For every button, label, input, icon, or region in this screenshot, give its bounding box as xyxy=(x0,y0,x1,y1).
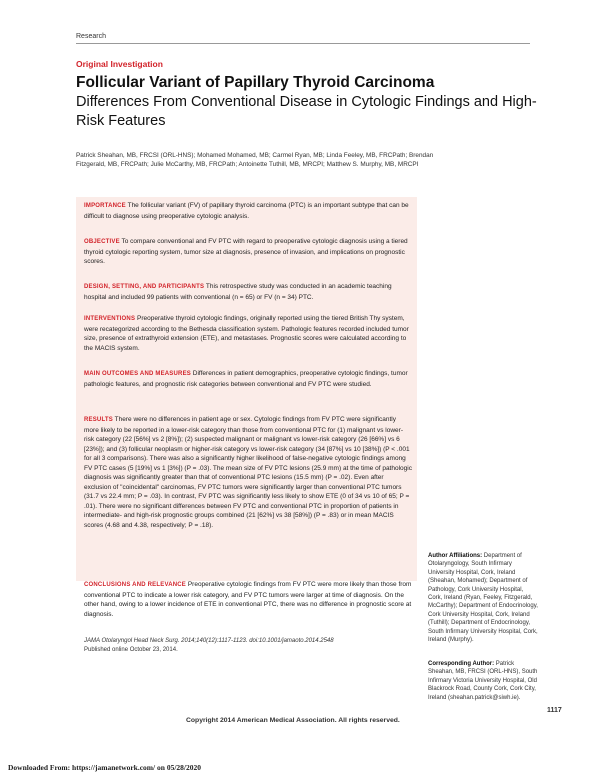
header-rule xyxy=(76,43,530,44)
affiliations-label: Author Affiliations: xyxy=(428,553,483,559)
article-subtitle: Differences From Conventional Disease in Cytologic Findings and High-Risk Features xyxy=(76,94,537,129)
abstract-heading: IMPORTANCE xyxy=(84,203,126,209)
abstract-outcomes xyxy=(84,369,412,389)
abstract-text: Preoperative thyroid cytologic findings, originally reported using the tiered British Thy system, were recategorized according to the Bethesda classification system. Pathologic features recorded included tumor size, presence of extrathyroid extension (ETE), and metastases. Prognostic scores were calculated according to the MACIS system. xyxy=(84,315,409,352)
download-notice: Downloaded From: https://jamanetwork.com/ on 05/28/2020 xyxy=(8,763,201,772)
abstract-text: This retrospective study was conducted in an academic teaching hospital and included 99 patients with conventional (n = 65) or FV (n = 34) PTC. xyxy=(84,283,392,301)
section-label: Research xyxy=(76,33,106,40)
abstract-design xyxy=(84,282,412,302)
corresponding-author xyxy=(428,660,538,702)
affiliations-text: Department of Otolaryngology, South Infirmary University Hospital, Cork, Ireland (Sheahan, Mohamed); Department of Pathology, Cork University Hospital, Cork, Ireland (Ryan, Feeley, Fitzgerald, McCarthy); Department of Endocrinology, Cork University Hospital, Cork, Ireland (Tuthill); Department of Endocrinology, South Infirmary University Hospital, Cork, Ireland (Murphy). xyxy=(428,553,538,644)
citation-line: JAMA Otolaryngol Head Neck Surg. 2014;140(12):1117-1123. doi:10.1001/jamaoto.2014.2548 xyxy=(84,638,334,644)
abstract-text: Differences in patient demographics, preoperative cytologic findings, tumor pathologic features, and prognostic risk categories between conventional and FV PTC were studied. xyxy=(84,370,408,388)
abstract-conclusions xyxy=(84,580,412,619)
abstract-interventions xyxy=(84,314,412,353)
abstract-heading: CONCLUSIONS AND RELEVANCE xyxy=(84,582,187,588)
article-title: Follicular Variant of Papillary Thyroid Carcinoma xyxy=(76,74,435,91)
abstract-heading: RESULTS xyxy=(84,417,113,423)
abstract-heading: DESIGN, SETTING, AND PARTICIPANTS xyxy=(84,284,205,290)
abstract-heading: MAIN OUTCOMES AND MEASURES xyxy=(84,371,191,377)
published-date: Published online October 23, 2014. xyxy=(84,646,178,653)
abstract-text: The follicular variant (FV) of papillary thyroid carcinoma (PTC) is an important subtype that can be difficult to diagnose using preoperative cytologic analysis. xyxy=(84,202,409,220)
abstract-text: To compare conventional and FV PTC with regard to preoperative cytologic diagnosis using a tiered thyroid cytologic reporting system, tumor size at diagnosis, presence of invasion, and implications on prognostic scores. xyxy=(84,238,408,265)
abstract-text: There were no differences in patient age or sex. Cytologic findings from FV PTC were significantly more likely to be reported in a lower-risk category than those from conventional PTC for (1) malignant vs lower-risk category (22 [56%] vs 2 [8%]); (2) suspected malignant or malignant vs lower-risk category (26 [66%] vs 6 [23%]); and (3) follicular neoplasm or higher-risk category vs lower-risk category (34 [87%] vs 10 [38%]) (P < .001 for all 3 comparisons). There was also a significantly higher likelihood of false-negative cytologic findings among FV PTC cases (5 [19%] vs 1 [3%]) (P = .03). The mean size of FV PTC lesions (25.9 mm) at the time of pathologic diagnosis was significantly greater than that of conventional PTC lesions (15.5 mm) (P = .02). Even after exclusion of "coincidental" carcinomas, FV PTC tumors were significantly larger than conventional PTC tumors (31.7 vs 22.4 mm; P = .03). In contrast, FV PTC was significantly less likely to show ETE (0 of 34 vs 10 of 65; P = .01). There were no significant differences between FV PTC and conventional PTC in proportion of patients in intermediate- and high-risk prognostic groups combined (21 [62%] vs 38 [58%]) (P = .83) or in mean MACIS scores (4.68 and 4.38, respectively; P = .18). xyxy=(84,416,412,529)
abstract-objective xyxy=(84,237,412,267)
citation xyxy=(84,637,404,654)
abstract-importance xyxy=(84,201,412,221)
corresponding-text: Patrick Sheahan, MB, FRCSI (ORL-HNS), South Infirmary Victoria University Hospital, Old Blackrock Road, County Cork, Cork City, Ireland (sheahan.patrick@siwh.ie). xyxy=(428,661,538,701)
page-number: 1117 xyxy=(547,707,562,714)
corresponding-label: Corresponding Author: xyxy=(428,661,495,667)
article-type: Original Investigation xyxy=(76,59,163,69)
author-affiliations xyxy=(428,552,538,644)
copyright: Copyright 2014 American Medical Association. All rights reserved. xyxy=(186,717,400,724)
author-list: Patrick Sheahan, MB, FRCSI (ORL-HNS); Mohamed Mohamed, MB; Carmel Ryan, MB; Linda Feeley, MB, FRCPath; Brendan Fitzgerald, MB, FRCPath; Julie McCarthy, MB, FRCPath; Antoinette Tuthill, MB, MRCPI; Matthew S. Murphy, MB, MRCPI xyxy=(76,152,434,168)
abstract-results xyxy=(84,415,412,530)
abstract-heading: OBJECTIVE xyxy=(84,239,120,245)
abstract-text: Preoperative cytologic findings from FV PTC were more likely than those from conventional PTC to indicate a lower risk category, and FV PTC tumors were larger at time of diagnosis. On the other hand, owing to a lower incidence of ETE in conventional PTC, there was no difference in prognostic score at diagnosis. xyxy=(84,581,412,618)
abstract-heading: INTERVENTIONS xyxy=(84,316,136,322)
